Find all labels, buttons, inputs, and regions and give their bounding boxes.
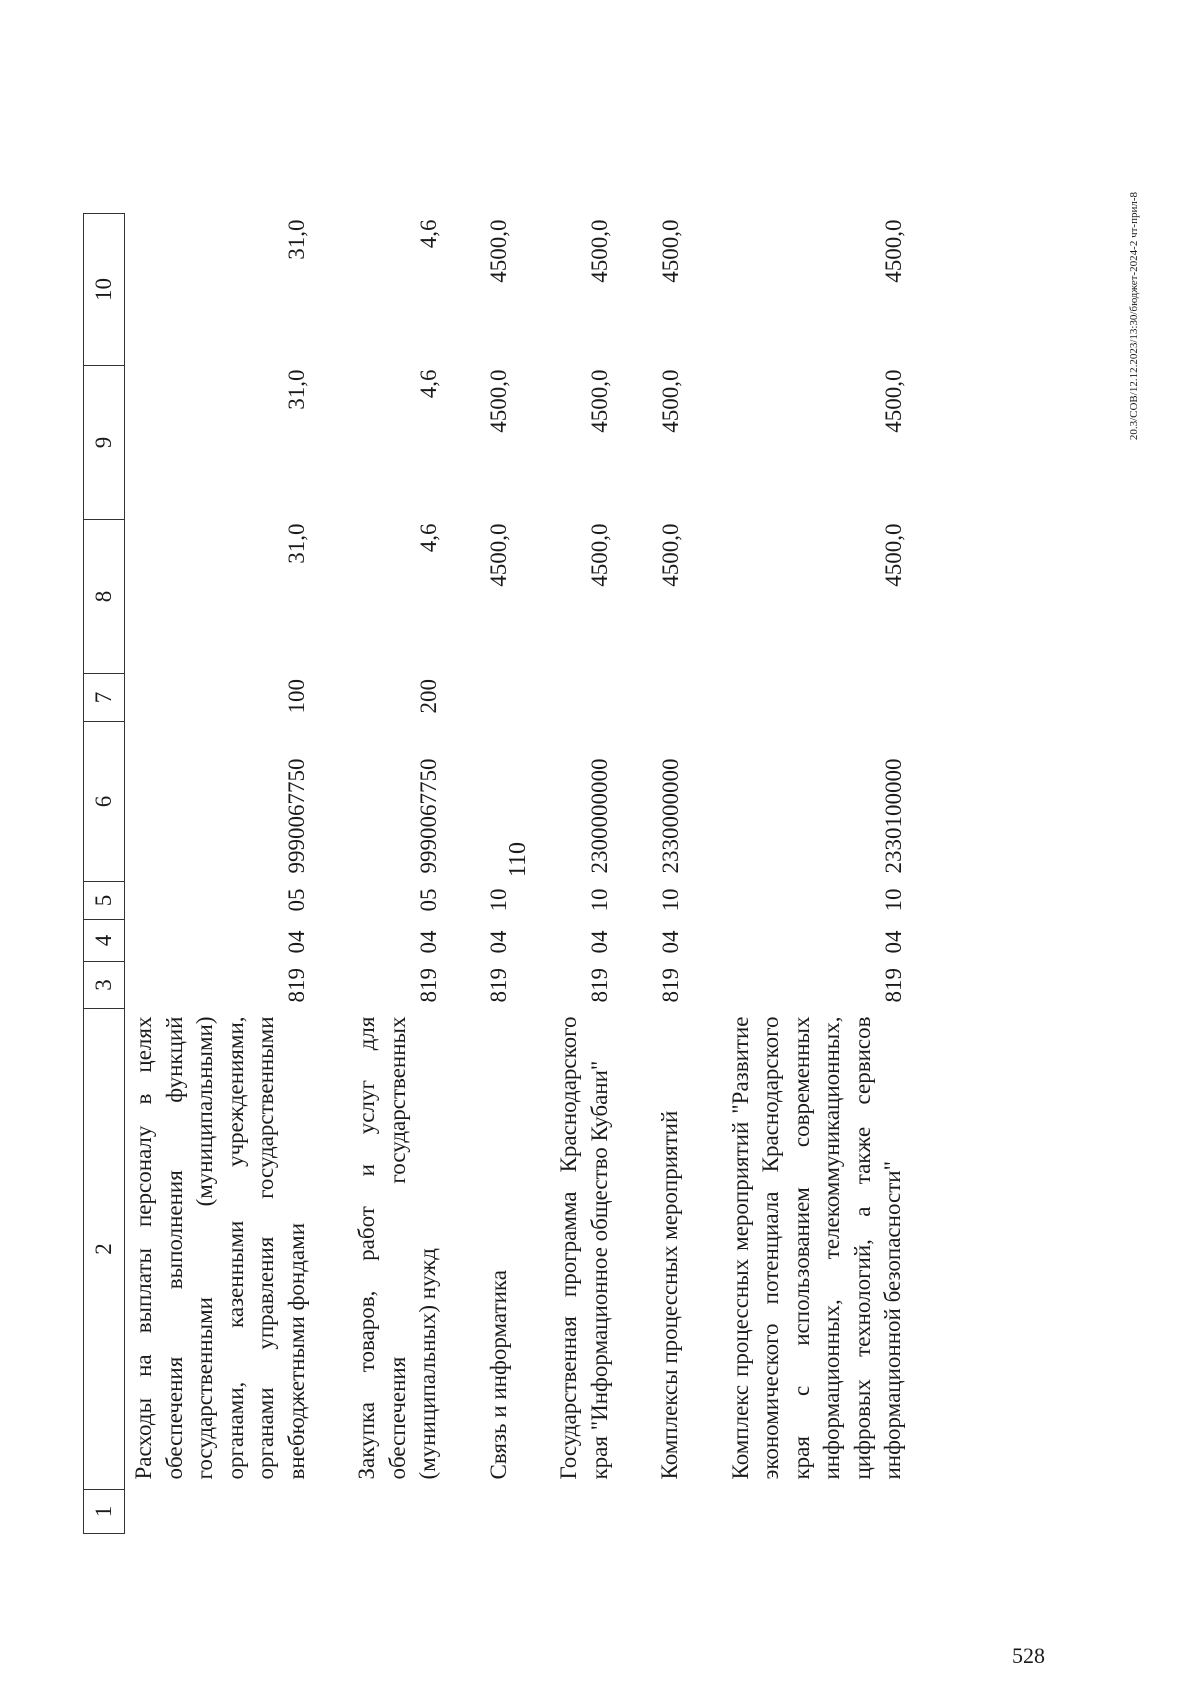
cell-c10: 4500,0 (657, 219, 683, 283)
cell-col1 (312, 1490, 444, 1534)
cell-c5: 10 (657, 888, 683, 912)
cell-c8: 4500,0 (587, 523, 612, 587)
cell-c8: 4500,0 (880, 523, 906, 587)
cell-name: Государственная программа Краснодарского края "Информационное общество Кубани" (556, 1016, 612, 1480)
cell-c6 (444, 722, 515, 882)
cell-col1 (514, 1490, 615, 1534)
column-header: 2 (84, 1009, 125, 1490)
cell-c5: 05 (415, 888, 441, 912)
cell-c8: 4500,0 (486, 523, 511, 587)
cell-c8: 4500,0 (657, 523, 683, 587)
cell-c4: 04 (880, 930, 906, 954)
cell-c3: 819 (284, 968, 309, 1003)
cell-c5: 10 (880, 888, 906, 912)
cell-col1 (444, 1490, 515, 1534)
column-header: 8 (84, 520, 125, 674)
cell-c9: 4500,0 (587, 369, 612, 433)
cell-c3: 819 (415, 968, 441, 1003)
cell-c9: 4500,0 (657, 369, 683, 433)
table-row (125, 214, 313, 1534)
cell-c10: 31,0 (284, 219, 309, 260)
column-header: 9 (84, 366, 125, 520)
table-header (84, 214, 125, 1534)
header-page-number: 110 (505, 841, 531, 878)
cell-c8: 4,6 (415, 523, 441, 553)
cell-col1 (686, 1490, 909, 1534)
column-header: 6 (84, 722, 125, 882)
cell-c10: 4500,0 (880, 219, 906, 283)
cell-c5: 10 (587, 888, 612, 912)
cell-c3: 819 (657, 968, 683, 1003)
cell-c9: 4,6 (415, 369, 441, 399)
cell-c6: 9990067750 (284, 758, 309, 874)
cell-c7 (615, 674, 686, 722)
cell-c4: 04 (284, 930, 309, 954)
cell-name: Комплекс процессных мероприятий "Развитие экономического потенциала Краснодарского края с использованием современных информационных, телекоммуникационных, цифровых технологий, а также сервисов информационной безопасности" (727, 1016, 905, 1480)
cell-col1 (615, 1490, 686, 1534)
column-header: 4 (84, 920, 125, 962)
cell-c10: 4,6 (415, 219, 441, 249)
cell-c10: 4500,0 (486, 219, 511, 283)
cell-c9: 4500,0 (880, 369, 906, 433)
column-header: 7 (84, 674, 125, 722)
cell-name: Связь и информатика (485, 1270, 511, 1480)
table-row (312, 214, 444, 1534)
column-header: 3 (84, 962, 125, 1009)
cell-c7: 200 (415, 679, 441, 714)
cell-c6: 2330000000 (657, 758, 683, 874)
cell-c7 (514, 674, 615, 722)
cell-name: Расходы на выплаты персоналу в целях обеспечения выполнения функций государственными (муниципальными) органами, казенными учреждениями, органами управления государственными внебюджетными фондами (131, 1016, 309, 1480)
cell-c5: 05 (284, 888, 309, 912)
table-row (615, 214, 686, 1534)
cell-c9: 31,0 (284, 369, 309, 410)
cell-c3: 819 (880, 968, 906, 1003)
cell-c6: 2300000000 (587, 758, 612, 874)
cell-c9: 4500,0 (486, 369, 511, 433)
table-row (514, 214, 615, 1534)
cell-c3: 819 (486, 968, 511, 1003)
cell-c4: 04 (657, 930, 683, 954)
cell-name: Комплексы процессных мероприятий (657, 1110, 682, 1480)
budget-table (83, 213, 909, 1534)
table-row (444, 214, 515, 1534)
cell-c4: 04 (486, 930, 511, 954)
cell-c7 (686, 674, 909, 722)
cell-c6: 2330100000 (880, 758, 906, 874)
cell-c5: 10 (486, 888, 511, 912)
document-side-code: 20.3/СОВ/12.12.2023/13:30/бюджет-2024-2 чт-прил-8 (1128, 192, 1140, 441)
cell-c4: 04 (415, 930, 441, 954)
table-row (686, 214, 909, 1534)
cell-name: Закупка товаров, работ и услуг для обеспечения государственных (муниципальных) нужд (354, 1016, 440, 1480)
cell-col1 (125, 1490, 313, 1534)
cell-c8: 31,0 (284, 523, 309, 564)
cell-c10: 4500,0 (587, 219, 612, 283)
footer-page-number: 528 (1012, 1643, 1045, 1668)
cell-c7 (444, 674, 515, 722)
column-header: 5 (84, 882, 125, 920)
column-header: 10 (84, 214, 125, 366)
cell-c6: 9990067750 (415, 758, 441, 874)
cell-c4: 04 (587, 930, 612, 954)
column-header: 1 (84, 1490, 125, 1534)
cell-c7: 100 (284, 679, 309, 714)
cell-c3: 819 (587, 968, 612, 1003)
